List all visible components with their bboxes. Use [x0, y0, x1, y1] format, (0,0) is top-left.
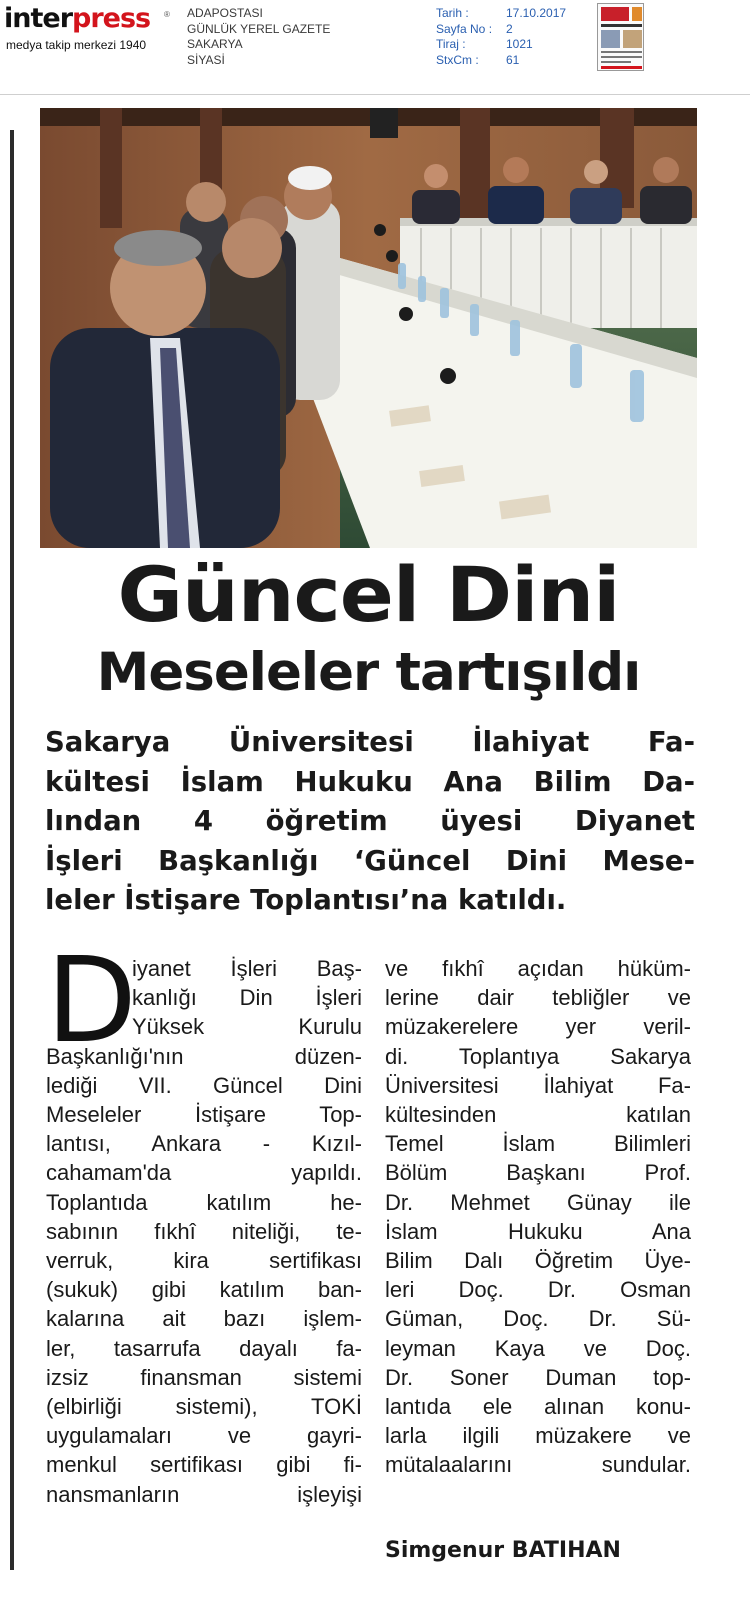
registered-mark: ®: [164, 10, 170, 19]
body-column-2: [385, 954, 691, 1480]
body-line: leyman Kaya ve Doç.: [385, 1335, 691, 1361]
source-line: GÜNLÜK YEREL GAZETE: [187, 21, 331, 36]
lede: [45, 723, 695, 921]
body-line: Toplantıda katılım he-: [46, 1189, 362, 1215]
body-line: Başkanlığı'nın düzen-: [46, 1043, 362, 1069]
meta-row-page: Sayfa No : 2: [436, 21, 513, 36]
meta-row-date: Tarih : 17.10.2017: [436, 6, 567, 20]
source-info: [187, 6, 330, 68]
body-column-1: [46, 954, 362, 1509]
lede-line: İşleri Başkanlığı ‘Güncel Dini Mese-: [45, 844, 695, 877]
body-line: (elbirliği sistemi), TOKİ: [46, 1394, 362, 1420]
body-line: lerine dair tebliğler ve: [385, 985, 691, 1011]
logo-tagline: medya takip merkezi 1940: [6, 38, 147, 52]
interpress-logo: [4, 4, 172, 52]
body-line: nansmanların işleyişi: [46, 1481, 362, 1507]
drop-cap: D: [46, 931, 137, 1069]
body-line: lantıda ele alınan konu-: [385, 1394, 691, 1420]
body-line: Meseleler İstişare Top-: [46, 1102, 362, 1128]
body-line: Dr. Mehmet Günay ile: [385, 1189, 691, 1215]
body-line: Bölüm Başkanı Prof.: [385, 1160, 691, 1186]
body-line: Güman, Doç. Dr. Sü-: [385, 1306, 691, 1332]
meeting-photo: [40, 108, 697, 548]
body-line: mütalaalarını sundular.: [385, 1452, 691, 1478]
lede-line: kültesi İslam Hukuku Ana Bilim Da-: [45, 765, 695, 798]
body-line: ve fıkhî açıdan hüküm-: [385, 956, 691, 981]
clipping-meta: [436, 6, 566, 68]
body-line: Temel İslam Bilimleri: [385, 1131, 691, 1157]
meta-row-circulation: Tiraj : 1021: [436, 37, 533, 51]
meta-row-stxcm: StxCm : 61: [436, 52, 520, 67]
page-thumbnail[interactable]: [597, 3, 644, 71]
body-line: verruk, kira sertifikası: [46, 1248, 362, 1274]
headline-line-1: Güncel Dini: [117, 550, 620, 639]
body-line: sabının fıkhî niteliği, te-: [46, 1218, 362, 1244]
lede-line: leler İstişare Toplantısı’na katıldı.: [45, 884, 567, 916]
header-divider: [0, 94, 750, 95]
source-line: SİYASİ: [187, 52, 225, 67]
body-line: larla ilgili müzakere ve: [385, 1423, 691, 1449]
byline: Simgenur BATIHAN: [385, 1538, 621, 1563]
source-line: SAKARYA: [187, 37, 243, 51]
body-line: müzakerelere yer veril-: [385, 1014, 691, 1040]
body-line: İslam Hukuku Ana: [385, 1218, 691, 1244]
source-line: ADAPOSTASI: [187, 6, 263, 20]
body-line: Bilim Dalı Öğretim Üye-: [385, 1248, 691, 1274]
logo-wordmark: interpress: [4, 3, 151, 34]
body-line: Üniversitesi İlahiyat Fa-: [385, 1072, 691, 1098]
body-line: Dr. Soner Duman top-: [385, 1364, 691, 1390]
body-line: menkul sertifikası gibi fi-: [46, 1452, 362, 1478]
body-line: cahamam'da yapıldı.: [46, 1160, 362, 1186]
headline-line-2: Meseleler tartışıldı: [96, 642, 641, 703]
body-line: uygulamaları ve gayri-: [46, 1423, 362, 1449]
body-line: kanlığı Din İşleri: [132, 985, 362, 1011]
column-rule: [10, 130, 14, 1570]
body-line: (sukuk) gibi katılım ban-: [46, 1277, 362, 1303]
body-line: lantısı, Ankara - Kızıl-: [46, 1131, 362, 1157]
body-line: lediği VII. Güncel Dini: [46, 1072, 362, 1098]
body-line: kalarına ait bazı işlem-: [46, 1306, 362, 1332]
body-line: izsiz finansman sistemi: [46, 1364, 362, 1390]
lede-line: lından 4 öğretim üyesi Diyanet: [45, 805, 695, 837]
body-line: ler, tasarrufa dayalı fa-: [46, 1335, 362, 1361]
body-line: Yüksek Kurulu: [132, 1014, 362, 1040]
body-line: di. Toplantıya Sakarya: [385, 1043, 691, 1069]
body-line: kültesinden katılan: [385, 1102, 691, 1128]
body-line: iyanet İşleri Baş-: [132, 956, 362, 981]
body-line: leri Doç. Dr. Osman: [385, 1277, 691, 1303]
lede-line: Sakarya Üniversitesi İlahiyat Fa-: [45, 726, 695, 758]
